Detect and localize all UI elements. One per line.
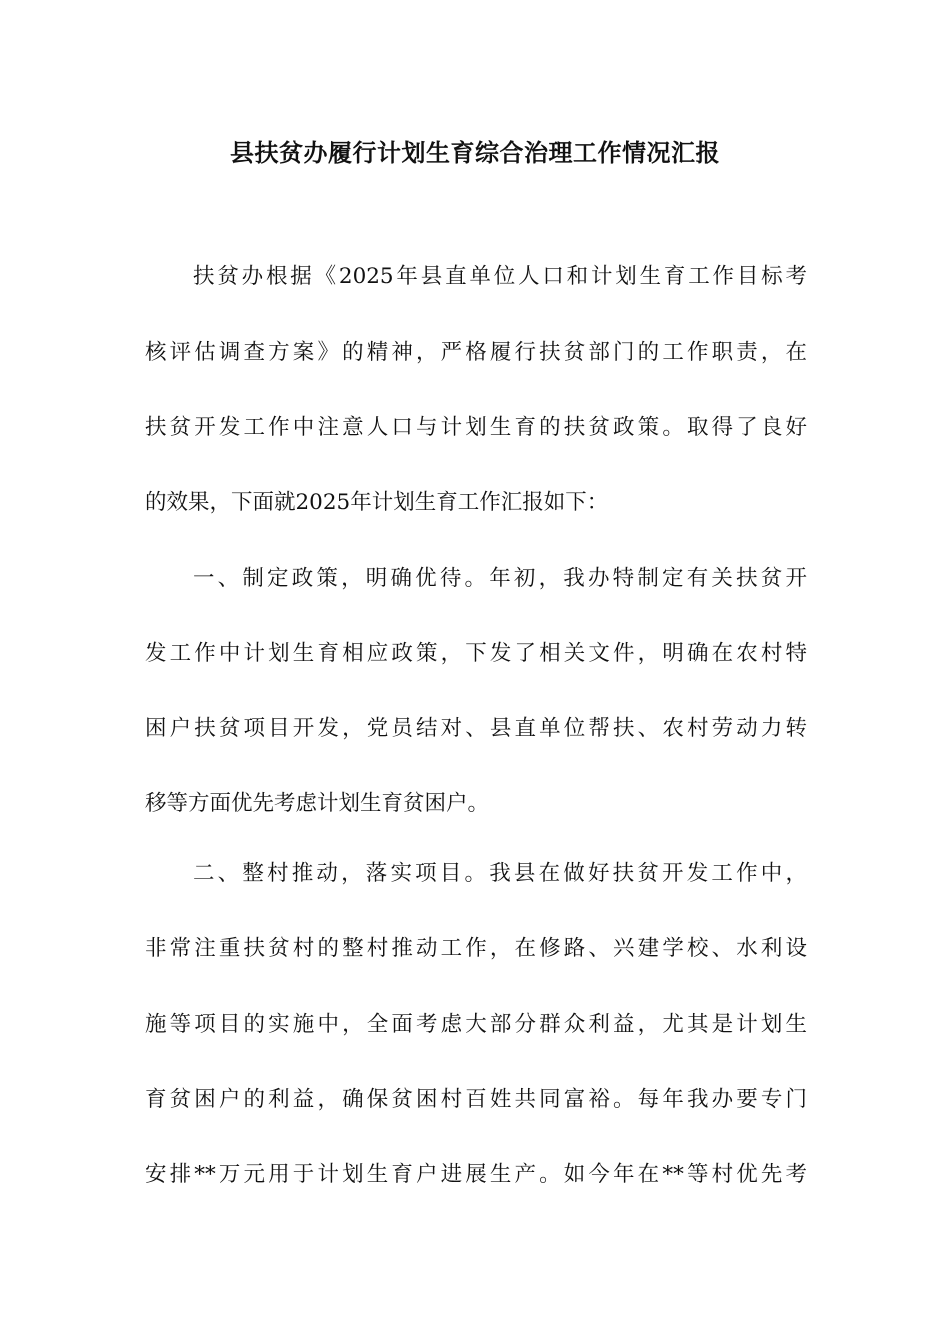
document-title: 县扶贫办履行计划生育综合治理工作情况汇报 (230, 139, 720, 167)
paragraph-line: 一、制定政策，明确优待。年初，我办特制定有关扶贫开 (193, 566, 807, 591)
paragraph-line: 安排**万元用于计划生育户进展生产。如今年在**等村优先考 (145, 1162, 807, 1187)
paragraph-line: 育贫困户的利益，确保贫困村百姓共同富裕。每年我办要专门 (145, 1087, 807, 1112)
paragraph-line: 扶贫办根据《2025年县直单位人口和计划生育工作目标考 (193, 264, 807, 289)
paragraph-line: 的效果，下面就2025年计划生育工作汇报如下： (145, 490, 609, 515)
paragraph-line: 二、整村推动，落实项目。我县在做好扶贫开发工作中， (193, 861, 807, 886)
paragraph-line: 扶贫开发工作中注意人口与计划生育的扶贫政策。取得了良好 (145, 415, 807, 440)
paragraph-line: 非常注重扶贫村的整村推动工作，在修路、兴建学校、水利设 (145, 936, 807, 961)
paragraph-line: 施等项目的实施中，全面考虑大部分群众利益，尤其是计划生 (145, 1012, 807, 1037)
paragraph-line: 发工作中计划生育相应政策，下发了相关文件，明确在农村特 (145, 641, 807, 666)
paragraph-line: 困户扶贫项目开发，党员结对、县直单位帮扶、农村劳动力转 (145, 716, 807, 741)
paragraph-line: 移等方面优先考虑计划生育贫困户。 (145, 791, 490, 816)
paragraph-line: 核评估调查方案》的精神，严格履行扶贫部门的工作职责，在 (145, 340, 807, 365)
